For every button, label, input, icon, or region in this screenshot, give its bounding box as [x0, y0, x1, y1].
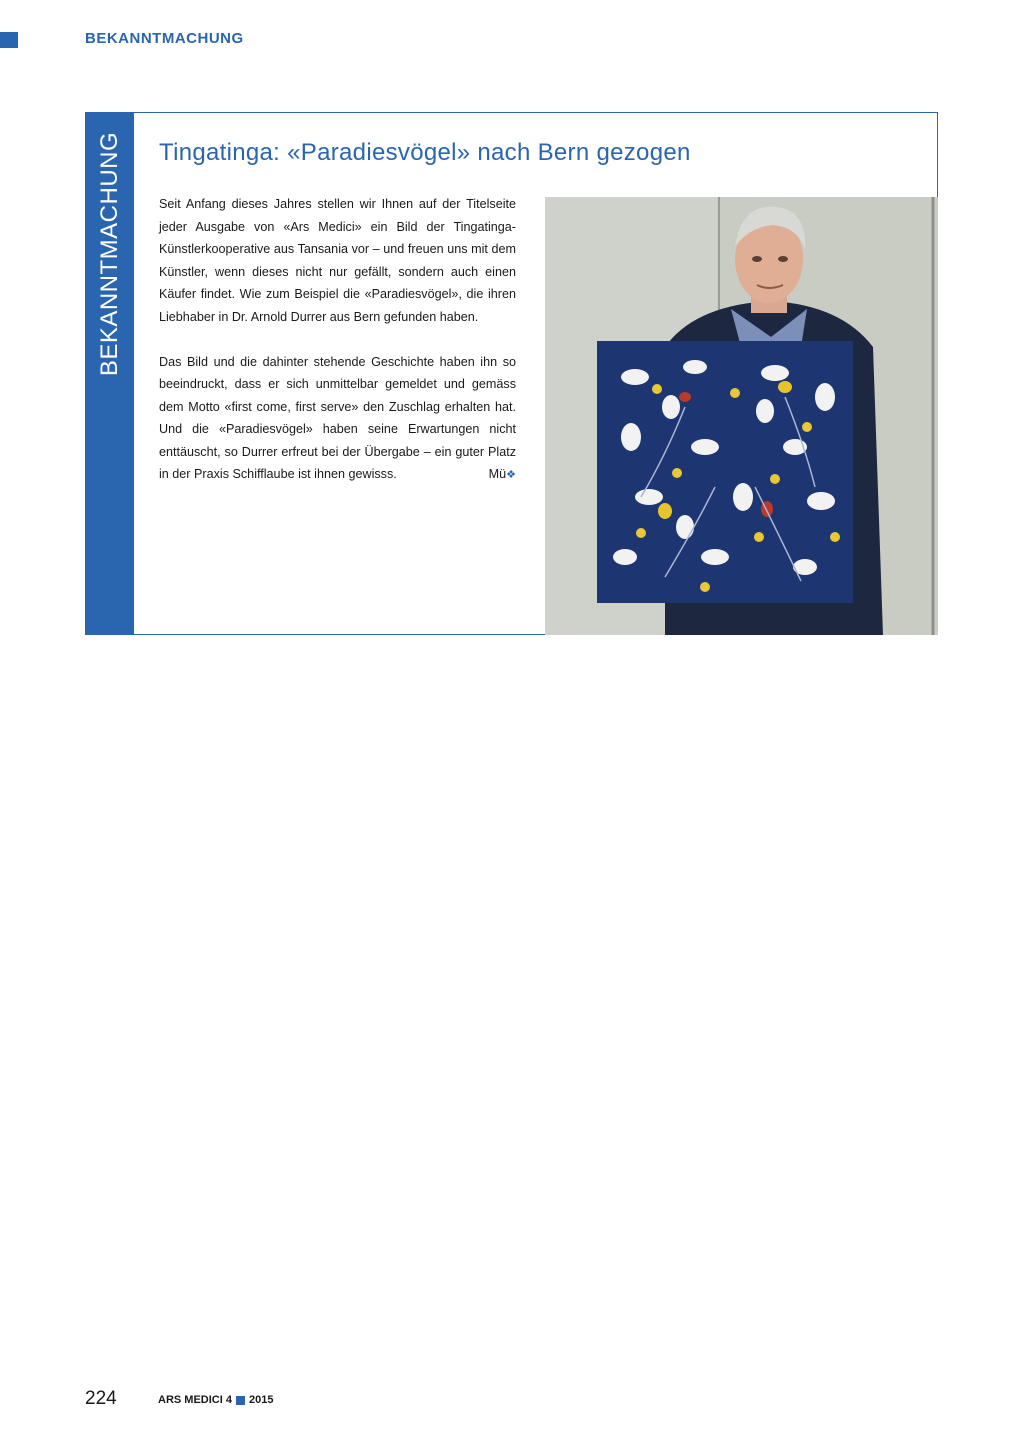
section-running-head: BEKANNTMACHUNG: [85, 30, 244, 47]
article-box: [85, 112, 938, 635]
article-photo: [545, 197, 938, 635]
corner-marker: [0, 32, 18, 48]
page-number: 224: [85, 1388, 117, 1409]
article-body: [159, 193, 516, 508]
journal-year: 2015: [248, 1394, 274, 1406]
paragraph-2-text: Das Bild und die dahinter stehende Geschichte haben ihn so beeindruckt, dass er sich unmittelbar gemeldet und gemäss dem Motto «first come, first serve» den Zuschlag erhalten hat. Und die «Paradiesvögel» haben seine Erwartungen nicht enttäuscht, so Durrer erfreut bei der Übergabe – ein guter Platz in der Praxis Schifflaube ist ihnen gewisss.: [159, 354, 516, 481]
journal-footer: [158, 1394, 273, 1406]
author-signature: [489, 463, 516, 487]
photo-illustration: [545, 197, 938, 635]
article-title: Tingatinga: «Paradiesvögel» nach Bern gezogen: [159, 139, 691, 166]
side-bar-label: BEKANNTMACHUNG: [96, 131, 123, 377]
signature-text: Mü: [488, 467, 507, 481]
side-bar: [86, 113, 134, 634]
paragraph-1: Seit Anfang dieses Jahres stellen wir Ihnen auf der Titelseite jeder Ausgabe von «Ars Medici» ein Bild der Tingatinga-Künstlerkooperative aus Tansania vor – und freuen uns mit dem Künstler, wenn dieses nicht nur gefällt, sondern auch einen Käufer findet. Wie zum Beispiel die «Paradiesvögel», die ihren Liebhaber in Dr. Arnold Durrer aus Bern gefunden haben.: [159, 197, 516, 324]
paragraph-2: [159, 351, 516, 486]
end-mark-icon: ❖: [506, 469, 516, 481]
separator-square: [236, 1396, 245, 1405]
journal-name: ARS MEDICI 4: [158, 1394, 232, 1406]
